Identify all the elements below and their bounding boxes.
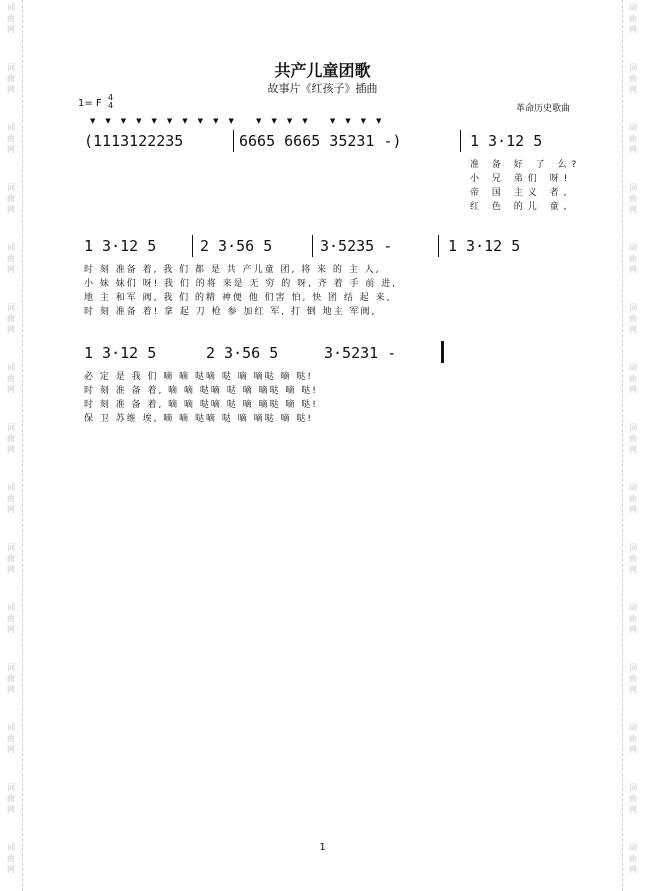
final-barline [441,341,444,363]
watermark-glyphs: 词 曲 网 [7,183,15,214]
lyric-verse: 时 刻 准 备 着, 嘀 嘀 哒嘀 哒 嘀 嘀哒 嘀 哒! [84,386,318,396]
notes-measure: 1 3·12 5 [84,344,157,362]
lyric-verse: 红 色 的儿 童, [470,202,572,212]
notes-measure: 3·5231 - [324,344,397,362]
notes-measure: 1 3·12 5 [448,237,521,255]
lyric-verse: 帝 国 主义 者, [470,188,572,198]
watermark-glyphs: 词 曲 网 [7,243,15,274]
watermark-glyphs: 词 曲 网 [7,663,15,694]
watermark-glyphs: 词 曲 网 [7,843,15,874]
barline [460,130,461,152]
notes-measure: 2 3·56 5 [206,344,279,362]
watermark-glyphs: 词 曲 网 [7,603,15,634]
lyric-verse: 必 定 是 我 们 嘀 嘀 哒嘀 哒 嘀 嘀哒 嘀 哒! [84,372,313,382]
watermark-glyphs: 词 曲 网 [629,603,637,634]
notes-measure: 3·5235 - [320,237,393,255]
watermark-glyphs: 词 曲 网 [7,63,15,94]
notes-measure: 1 3·12 5 [470,132,543,150]
watermark-glyphs: 词 曲 网 [629,783,637,814]
watermark-glyphs: 词 曲 网 [629,723,637,754]
notes-measure: 6665 6665 35231 -) [239,132,402,150]
watermark-glyphs: 词 曲 网 [7,363,15,394]
lyrics-block [84,370,318,426]
song-title: 共产儿童团歌 [274,61,371,80]
time-signature-bottom: 4 [108,101,114,110]
watermark-glyphs: 词 曲 网 [629,663,637,694]
watermark-glyphs: 词 曲 网 [7,783,15,814]
barline [312,235,313,257]
notes-measure: 1 3·12 5 [84,237,157,255]
watermark-glyphs: 词 曲 网 [7,483,15,514]
watermark-glyphs: 词 曲 网 [7,123,15,154]
barline [438,235,439,257]
key-signature: 1= F [78,98,102,109]
watermark-glyphs: 词 曲 网 [629,183,637,214]
watermark-glyphs: 词 曲 网 [629,423,637,454]
page-number: 1 [319,842,326,853]
composer-credit: 革命历史歌曲 [515,104,570,114]
watermark-glyphs: 词 曲 网 [7,723,15,754]
lyric-verse: 时 刻 准备 着! 拿 起 刀 枪 参 加红 军, 打 倒 地主 军阀, [84,307,377,317]
barline [233,130,234,152]
lyric-verse: 准 备 好 了 么? [470,160,582,170]
song-subtitle: 故事片《红孩子》插曲 [267,82,378,95]
watermark-glyphs: 词 曲 网 [629,63,637,94]
watermark-glyphs: 词 曲 网 [629,483,637,514]
time-signature [108,94,113,110]
lyric-verse: 小 妹 妹们 呀! 我 们 的将 来是 无 穷 的 呀, 齐 着 手 前 进, [84,279,398,289]
lyric-verse: 保 卫 苏维 埃, 嘀 嘀 哒嘀 哒 嘀 嘀哒 嘀 哒! [84,414,313,424]
watermark-glyphs: 词 曲 网 [7,303,15,334]
lyric-verse: 时 刻 准备 着, 我 们 都 是 共 产儿童 团, 将 来 的 主 人, [84,265,381,275]
watermark-glyphs: 词 曲 网 [7,543,15,574]
accent-marks: ▼▼▼▼▼▼▼▼▼▼ ▼▼▼▼ ▼▼▼▼ [90,117,392,125]
watermark-glyphs: 词 曲 网 [629,843,637,874]
time-signature-top: 4 [108,93,114,102]
lyrics-block [84,263,397,319]
lyric-verse: 地 主 和军 阀, 我 们 的精 神便 他 们害 怕, 快 团 结 起 来, [84,293,392,303]
watermark-glyphs: 词 曲 网 [629,303,637,334]
watermark-glyphs: 词 曲 网 [629,363,637,394]
barline [192,235,193,257]
lyrics-block [470,158,581,214]
intro-notes: (1113122235 [84,132,184,150]
lyric-verse: 时 刻 准 备 着, 嘀 嘀 哒嘀 哒 嘀 嘀哒 嘀 哒! [84,400,318,410]
watermark-glyphs: 词 曲 网 [629,543,637,574]
watermark-glyphs: 词 曲 网 [629,3,637,34]
lyric-verse: 小 兄 弟们 呀! [470,174,573,184]
watermark-glyphs: 词 曲 网 [7,423,15,454]
watermark-glyphs: 词 曲 网 [629,123,637,154]
watermark-glyphs: 词 曲 网 [7,3,15,34]
notes-measure: 2 3·56 5 [200,237,273,255]
watermark-glyphs: 词 曲 网 [629,243,637,274]
